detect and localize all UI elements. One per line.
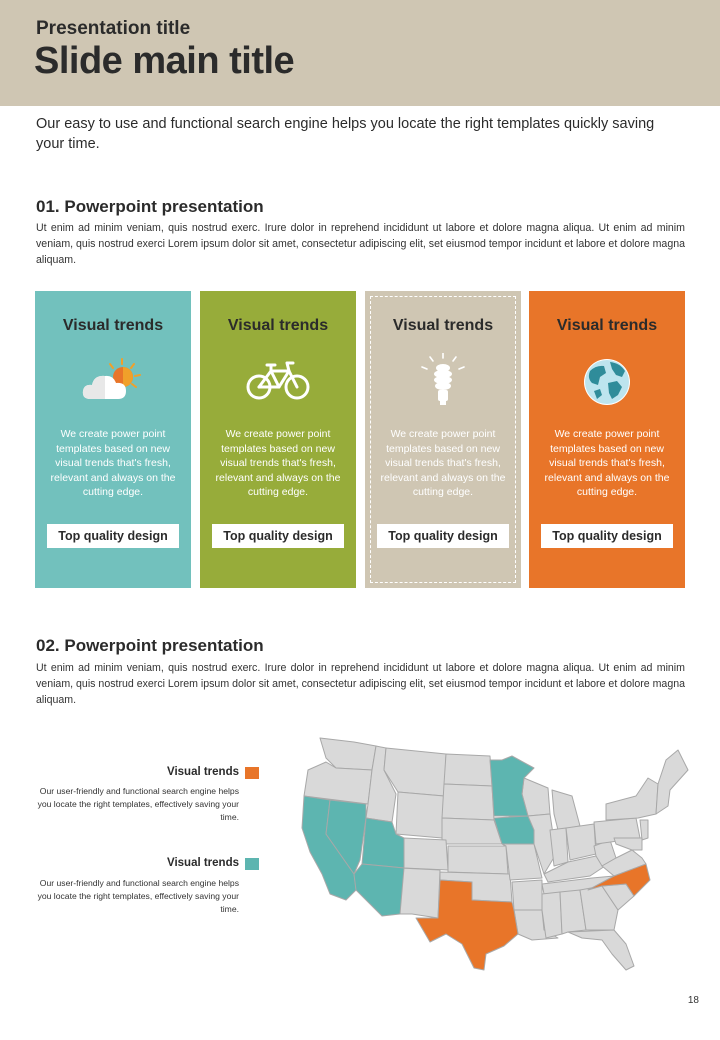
state-kansas (448, 846, 508, 874)
weather-icon (78, 353, 148, 407)
state-north-dakota (444, 754, 492, 786)
us-map (296, 734, 690, 976)
legend-title-orange: Visual trends (166, 766, 239, 778)
legend-text-orange: Our user-friendly and functional search engine helps you locate the right templates, effectively saving your time. (37, 786, 239, 822)
card-3 (365, 291, 521, 588)
legend-swatch-teal (245, 858, 259, 870)
card-title: Visual trends (62, 317, 164, 334)
header-band (0, 0, 720, 106)
globe-icon (572, 353, 642, 407)
top-quality-button[interactable]: Top quality design (377, 524, 509, 548)
state-maryland (614, 838, 642, 850)
state-nebraska (442, 818, 502, 844)
card-title: Visual trends (556, 317, 658, 334)
card-description: We create power point templates based on new visual trends that's fresh, relevant and always on the cutting edge. (380, 428, 506, 499)
section-1-body: Ut enim ad minim veniam, quis nostrud exerc. Irure dolor in reprehend incididunt ut labore et dolore magna aliqua. Ut enim ad minim veniam, quis nostrud exerci Lorem ipsum dolor sit amet, consectetur adipiscing elit, set eiusmod tempor incidunt et labore et dolore magna aliquam. (36, 222, 685, 267)
slide-main-title: Slide main title (34, 40, 295, 82)
legend-text-teal: Our user-friendly and functional search engine helps you locate the right templates, effectively saving your time. (37, 878, 239, 914)
state-florida (568, 930, 634, 970)
state-south-dakota (442, 784, 494, 820)
state-arizona (354, 864, 404, 916)
state-new-york (606, 778, 658, 820)
bicycle-icon (243, 353, 313, 407)
state-michigan (552, 790, 580, 830)
state-wyoming (396, 792, 444, 838)
legend-title-teal: Visual trends (166, 857, 239, 869)
section-2-body: Ut enim ad minim veniam, quis nostrud exerc. Irure dolor in reprehend incididunt ut labore et dolore magna aliqua. Ut enim ad minim veniam, quis nostrud exerci Lorem ipsum dolor sit amet, consectetur adipiscing elit, set eiusmod tempor incidunt et labore et dolore magna aliquam. (36, 662, 685, 707)
card-1 (35, 291, 191, 588)
legend-swatch-orange (245, 767, 259, 779)
card-2 (200, 291, 356, 588)
section-2-title: 02. Powerpoint presentation (36, 636, 264, 655)
intro-text: Our easy to use and functional search engine helps you locate the right templates quickly saving your time. (36, 116, 655, 152)
state-ohio (566, 824, 596, 860)
state-new-england (656, 750, 688, 814)
presentation-title: Presentation title (36, 18, 191, 39)
top-quality-button[interactable]: Top quality design (47, 524, 179, 548)
card-title: Visual trends (392, 317, 494, 334)
state-new-jersey (640, 820, 648, 840)
card-description: We create power point templates based on new visual trends that's fresh, relevant and always on the cutting edge. (544, 428, 670, 499)
card-description: We create power point templates based on new visual trends that's fresh, relevant and always on the cutting edge. (215, 428, 341, 499)
page-number: 18 (687, 995, 699, 1006)
lightbulb-icon (408, 353, 478, 407)
card-description: We create power point templates based on new visual trends that's fresh, relevant and always on the cutting edge. (50, 428, 176, 499)
section-1-title: 01. Powerpoint presentation (36, 197, 264, 216)
card-4 (529, 291, 685, 588)
state-colorado (404, 838, 448, 870)
state-new-mexico (400, 868, 440, 918)
card-title: Visual trends (227, 317, 329, 334)
top-quality-button[interactable]: Top quality design (541, 524, 673, 548)
state-mississippi (542, 892, 562, 938)
top-quality-button[interactable]: Top quality design (212, 524, 344, 548)
state-arkansas (512, 880, 542, 910)
